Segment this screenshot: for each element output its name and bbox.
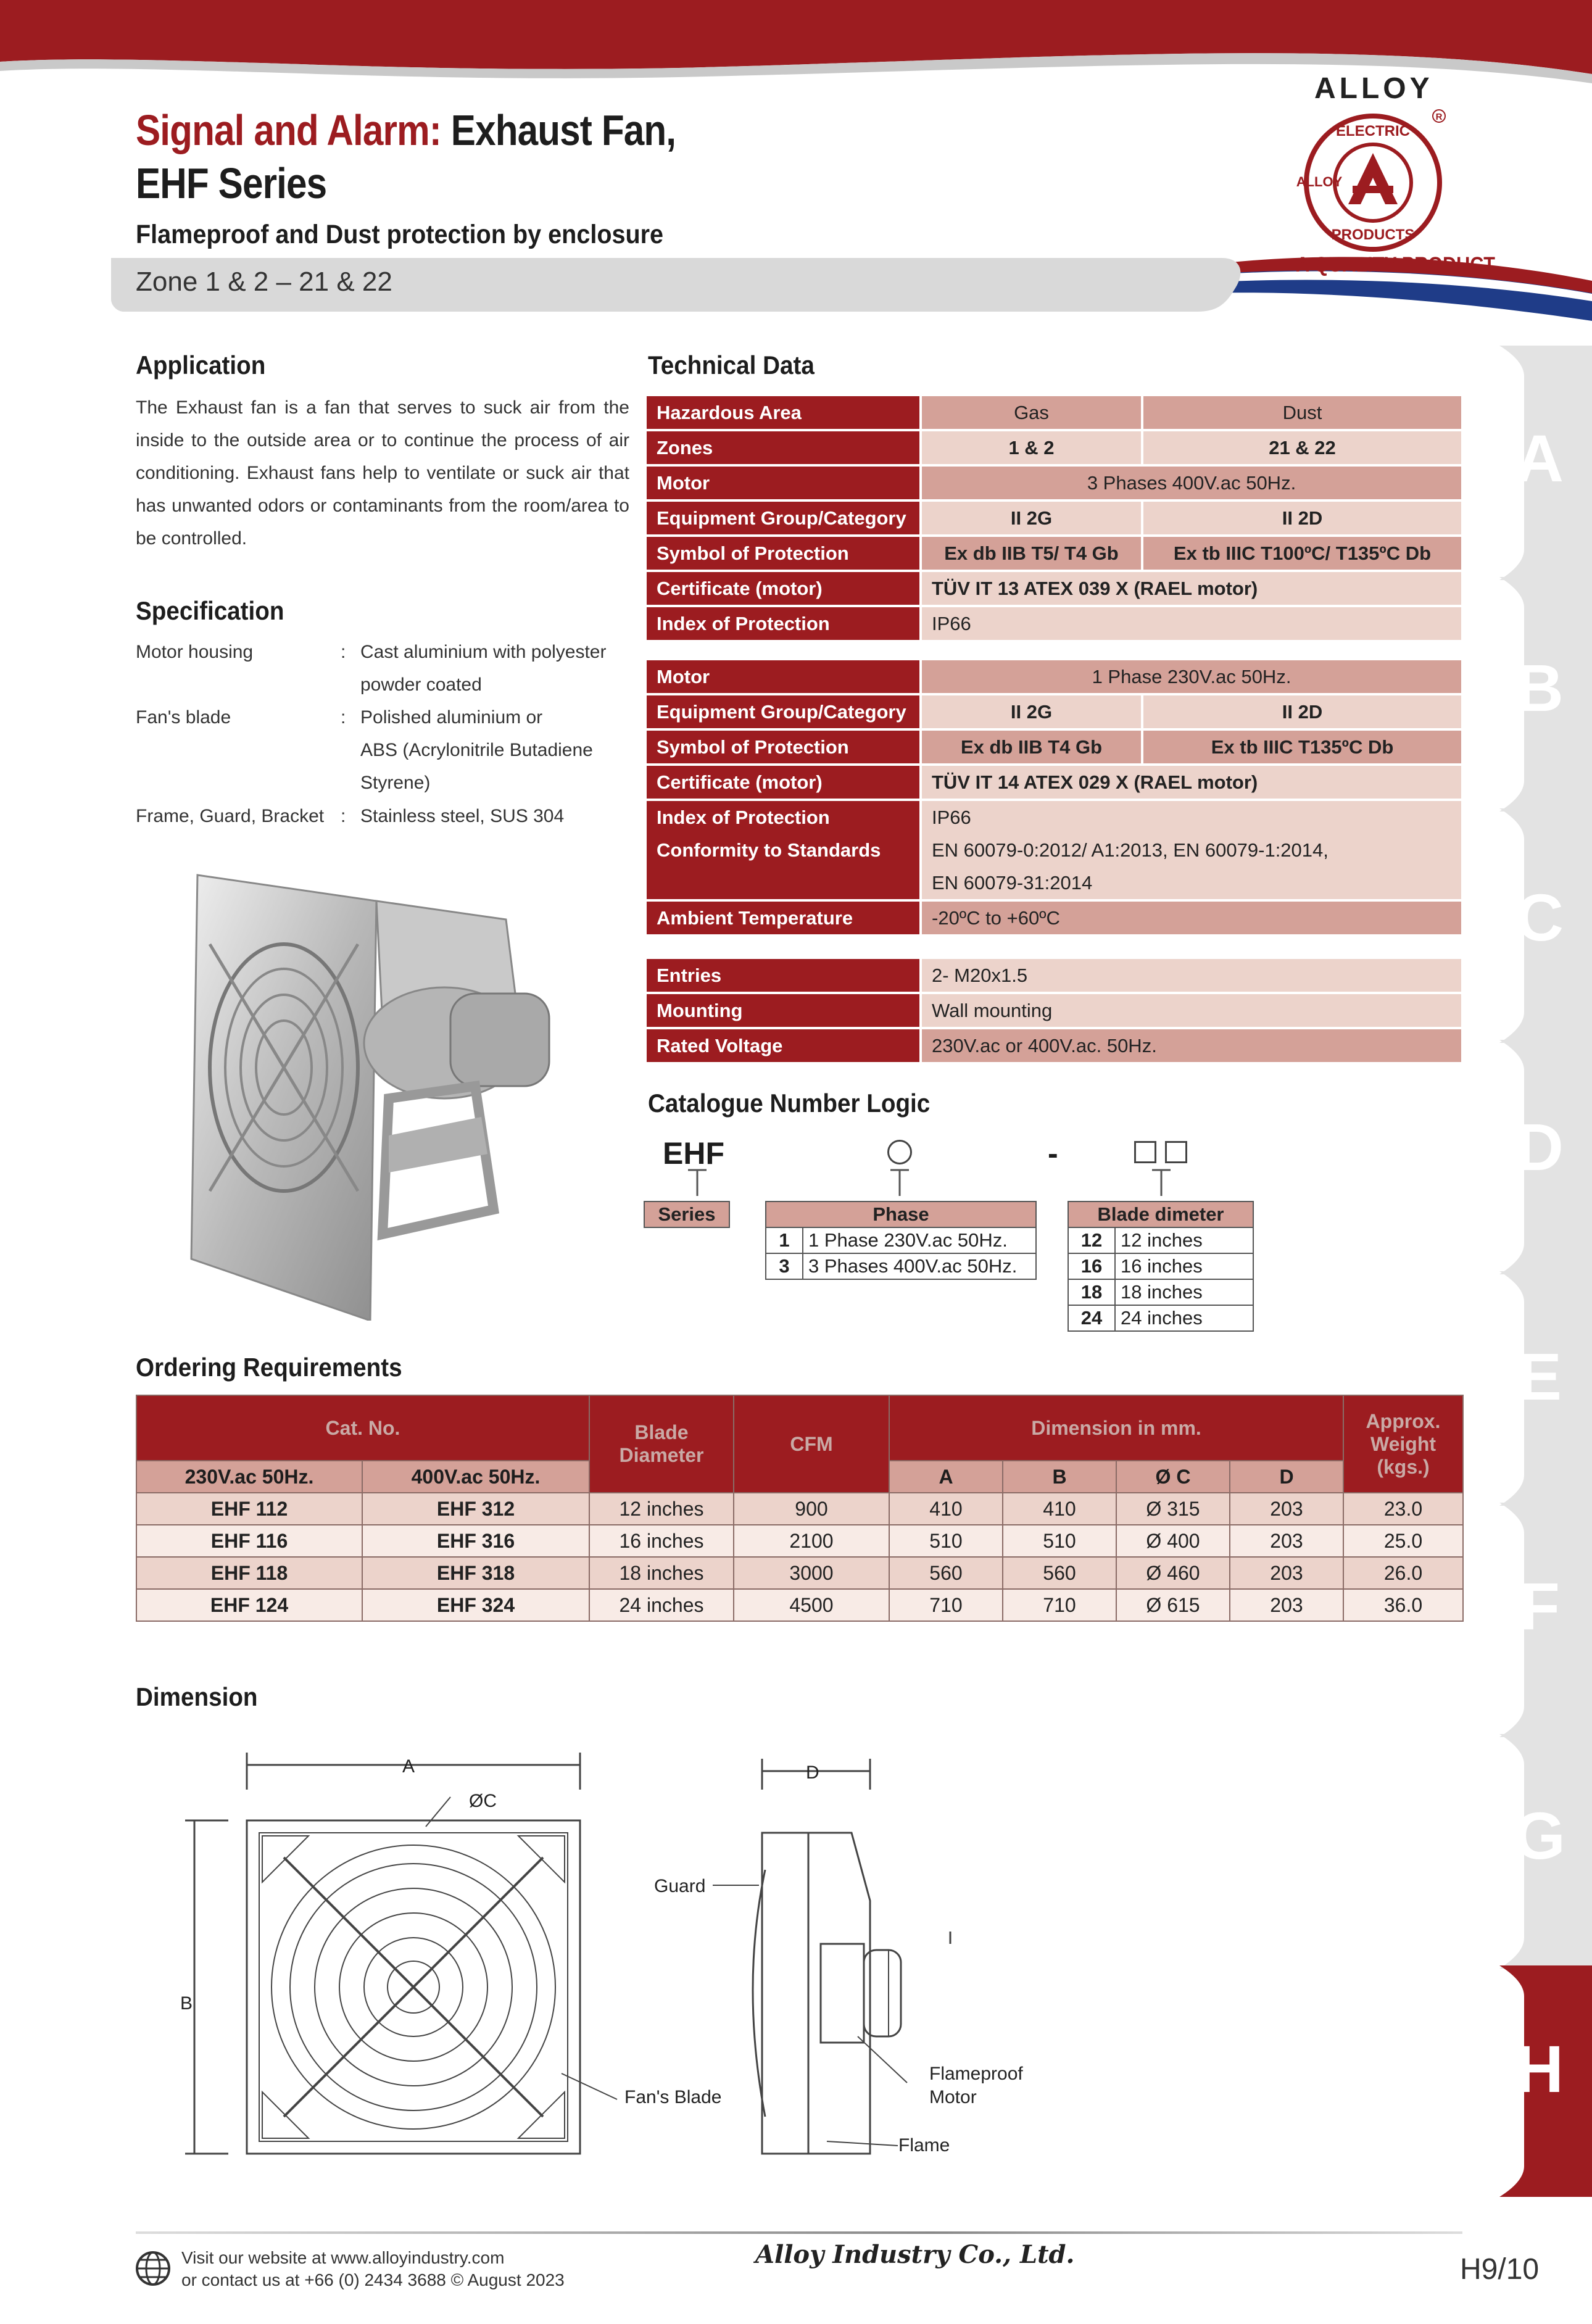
cell-d: 203 xyxy=(1230,1557,1343,1589)
dimension-label-c: ØC xyxy=(469,1791,497,1811)
table-row xyxy=(136,1525,1463,1557)
tab-c[interactable]: C xyxy=(1515,880,1564,955)
logo-wordmark: ALLOY xyxy=(1314,72,1433,105)
spec-value-fans-blade: Polished aluminium or xyxy=(360,707,543,728)
gas-cell: Ex db IIB T4 Gb xyxy=(922,731,1143,766)
spec-value-fans-blade-3: Styrene) xyxy=(360,773,431,793)
footer-divider xyxy=(136,2231,1462,2234)
gas-cell: 1 & 2 xyxy=(922,431,1143,467)
spec-value-frame: Stainless steel, SUS 304 xyxy=(360,806,565,826)
ordering-table xyxy=(136,1395,1464,1622)
cell-d: 203 xyxy=(1230,1589,1343,1621)
specification-heading: Specification xyxy=(136,596,284,625)
spec-value-motor-housing: Cast aluminium with polyester xyxy=(360,642,607,662)
row-label: Zones xyxy=(647,431,922,467)
catalogue-prefix: EHF xyxy=(663,1136,724,1171)
dust-cell: Dust xyxy=(1143,396,1464,431)
application-heading: Application xyxy=(136,351,266,380)
tab-e[interactable]: E xyxy=(1517,1339,1562,1414)
cell-a: 410 xyxy=(889,1493,1003,1525)
phase-table xyxy=(765,1201,1037,1280)
title-product: Exhaust Fan, xyxy=(441,106,676,154)
spec-label-frame: Frame, Guard, Bracket xyxy=(136,806,325,826)
cell-230: EHF 112 xyxy=(136,1493,362,1525)
table-row xyxy=(647,467,1464,502)
table-row xyxy=(1068,1305,1253,1331)
table-row xyxy=(647,660,1464,695)
gas-cell: II 2G xyxy=(922,695,1143,731)
phase-text: 1 Phase 230V.ac 50Hz. xyxy=(803,1227,1036,1253)
table-row xyxy=(136,1589,1463,1621)
tab-g[interactable]: G xyxy=(1513,1798,1565,1873)
table-row xyxy=(647,1029,1464,1064)
table-row xyxy=(647,801,1464,834)
row-label: Rated Voltage xyxy=(647,1029,922,1064)
label-flame: Flame xyxy=(898,2135,950,2156)
row-label: Index of Protection xyxy=(647,801,922,834)
row-label-blank xyxy=(647,866,922,902)
cell-blade: 18 inches xyxy=(589,1557,734,1589)
cell-b: 410 xyxy=(1003,1493,1116,1525)
dust-cell: Ex tb IIIC T100ºC/ T135ºC Db xyxy=(1143,537,1464,572)
cell-b: 560 xyxy=(1003,1557,1116,1589)
dust-cell: 21 & 22 xyxy=(1143,431,1464,467)
phase-text: 3 Phases 400V.ac 50Hz. xyxy=(803,1253,1036,1279)
cell-blade: 16 inches xyxy=(589,1525,734,1557)
table-row xyxy=(647,607,1464,642)
value-cell: EN 60079-0:2012/ A1:2013, EN 60079-1:2014, xyxy=(922,834,1464,866)
cell-b: 510 xyxy=(1003,1525,1116,1557)
value-cell: Wall mounting xyxy=(922,994,1464,1029)
tab-b[interactable]: B xyxy=(1515,650,1564,725)
series-table xyxy=(644,1201,730,1228)
table-row xyxy=(647,502,1464,537)
cell-c: Ø 400 xyxy=(1116,1525,1230,1557)
header-cfm: CFM xyxy=(734,1395,889,1493)
application-text: The Exhaust fan is a fan that serves to suck air from the inside to the outside area or to continue the process of air conditioning. Exhaust fans help to ventilate or suck air that has unwanted odors or contaminants from the room/area to be controlled. xyxy=(136,397,629,549)
svg-text:ELECTRIC: ELECTRIC xyxy=(1336,123,1410,139)
label-guard: Guard xyxy=(654,1876,706,1896)
page-title xyxy=(136,104,676,210)
cell-blade: 24 inches xyxy=(589,1589,734,1621)
row-label: Entries xyxy=(647,959,922,994)
table-row xyxy=(1068,1227,1253,1253)
footer-company: Alloy Industry Co., Ltd. xyxy=(755,2240,1075,2269)
dimension-drawing xyxy=(185,1746,987,2166)
table-row xyxy=(136,1493,1463,1525)
table-row xyxy=(647,431,1464,467)
row-label: Symbol of Protection xyxy=(647,537,922,572)
row-label: Equipment Group/Category xyxy=(647,695,922,731)
cell-a: 560 xyxy=(889,1557,1003,1589)
header-b: B xyxy=(1003,1461,1116,1493)
technical-table-3phase xyxy=(647,396,1464,642)
label-fans-blade: Fan's Blade xyxy=(624,2087,722,2107)
footer-contact: or contact us at +66 (0) 2434 3688 © August 2023 xyxy=(181,2270,565,2289)
row-label: Ambient Temperature xyxy=(647,902,922,937)
blade-code: 16 xyxy=(1068,1253,1115,1279)
header-weight: Approx. Weight (kgs.) xyxy=(1343,1395,1463,1493)
technical-table-1phase xyxy=(647,660,1464,937)
table-row xyxy=(647,731,1464,766)
row-label: Mounting xyxy=(647,994,922,1029)
blade-code: 24 xyxy=(1068,1305,1115,1331)
cell-b: 710 xyxy=(1003,1589,1116,1621)
cell-weight: 36.0 xyxy=(1343,1589,1463,1621)
row-label: Certificate (motor) xyxy=(647,766,922,801)
value-cell: 3 Phases 400V.ac 50Hz. xyxy=(922,467,1464,502)
cell-400: EHF 324 xyxy=(362,1589,589,1621)
table-row xyxy=(647,959,1464,994)
row-label: Index of Protection xyxy=(647,607,922,642)
cell-230: EHF 116 xyxy=(136,1525,362,1557)
value-cell: -20ºC to +60ºC xyxy=(922,902,1464,937)
cell-cfm: 2100 xyxy=(734,1525,889,1557)
table-row xyxy=(647,834,1464,866)
value-cell: 1 Phase 230V.ac 50Hz. xyxy=(922,660,1464,695)
blade-text: 16 inches xyxy=(1115,1253,1253,1279)
cell-weight: 26.0 xyxy=(1343,1557,1463,1589)
cell-d: 203 xyxy=(1230,1493,1343,1525)
table-row xyxy=(1068,1279,1253,1305)
cell-a: 510 xyxy=(889,1525,1003,1557)
catalogue-heading: Catalogue Number Logic xyxy=(648,1089,931,1118)
table-row xyxy=(647,994,1464,1029)
table-row xyxy=(647,572,1464,607)
title-category: Signal and Alarm: xyxy=(136,106,441,154)
header-c: Ø C xyxy=(1116,1461,1230,1493)
blade-digit-box-icon xyxy=(1165,1141,1187,1163)
svg-text:ALLOY: ALLOY xyxy=(1296,174,1343,189)
cell-230: EHF 124 xyxy=(136,1589,362,1621)
row-label: Motor xyxy=(647,467,922,502)
cell-400: EHF 316 xyxy=(362,1525,589,1557)
dimension-label-a: A xyxy=(402,1756,415,1777)
phase-placeholder-icon xyxy=(887,1140,912,1164)
blade-code: 18 xyxy=(1068,1279,1115,1305)
table-row xyxy=(647,695,1464,731)
spec-colon: : xyxy=(341,707,346,728)
svg-text:R: R xyxy=(1435,112,1443,122)
globe-icon xyxy=(135,2250,172,2287)
row-label: Conformity to Standards xyxy=(647,834,922,866)
header-dimension: Dimension in mm. xyxy=(889,1395,1343,1461)
label-motor: Motor xyxy=(929,2087,977,2107)
table-row xyxy=(647,766,1464,801)
table-row xyxy=(647,396,1464,431)
catalogue-dash: - xyxy=(1048,1136,1058,1171)
cell-400: EHF 312 xyxy=(362,1493,589,1525)
cell-230: EHF 118 xyxy=(136,1557,362,1589)
value-cell: 230V.ac or 400V.ac. 50Hz. xyxy=(922,1029,1464,1064)
value-cell: IP66 xyxy=(922,801,1464,834)
value-cell: TÜV IT 13 ATEX 039 X (RAEL motor) xyxy=(922,572,1464,607)
table-row xyxy=(647,537,1464,572)
header-230v: 230V.ac 50Hz. xyxy=(136,1461,362,1493)
blade-text: 18 inches xyxy=(1115,1279,1253,1305)
tab-h[interactable]: H xyxy=(1515,2031,1564,2106)
tab-d[interactable]: D xyxy=(1515,1110,1564,1184)
dust-cell: Ex tb IIIC T135ºC Db xyxy=(1143,731,1464,766)
logo-tagline: A QUALITY PRODUCT xyxy=(1296,253,1496,276)
cell-d: 203 xyxy=(1230,1525,1343,1557)
blade-code: 12 xyxy=(1068,1227,1115,1253)
header-cat-no: Cat. No. xyxy=(136,1395,589,1461)
technical-heading: Technical Data xyxy=(648,351,815,380)
phase-header: Phase xyxy=(766,1201,1036,1227)
header-400v: 400V.ac 50Hz. xyxy=(362,1461,589,1493)
row-label: Motor xyxy=(647,660,922,695)
cell-400: EHF 318 xyxy=(362,1557,589,1589)
table-row xyxy=(136,1557,1463,1589)
page-number: H9/10 xyxy=(1460,2253,1540,2286)
cell-weight: 23.0 xyxy=(1343,1493,1463,1525)
dimension-heading: Dimension xyxy=(136,1682,258,1711)
blade-text: 24 inches xyxy=(1115,1305,1253,1331)
cell-cfm: 900 xyxy=(734,1493,889,1525)
value-cell: 2- M20x1.5 xyxy=(922,959,1464,994)
cell-c: Ø 315 xyxy=(1116,1493,1230,1525)
dimension-label-b: B xyxy=(180,1993,193,2014)
row-label: Certificate (motor) xyxy=(647,572,922,607)
table-row xyxy=(766,1227,1036,1253)
zone-label: Zone 1 & 2 – 21 & 22 xyxy=(136,267,392,297)
spec-colon: : xyxy=(341,642,346,662)
gas-cell: II 2G xyxy=(922,502,1143,537)
value-cell: TÜV IT 14 ATEX 029 X (RAEL motor) xyxy=(922,766,1464,801)
gas-cell: Ex db IIB T5/ T4 Gb xyxy=(922,537,1143,572)
page-subtitle: Flameproof and Dust protection by enclosure xyxy=(136,220,664,249)
spec-colon: : xyxy=(341,806,346,826)
spec-label-fans-blade: Fan's blade xyxy=(136,707,231,728)
gas-cell: Gas xyxy=(922,396,1143,431)
spec-label-motor-housing: Motor housing xyxy=(136,642,254,662)
row-label: Hazardous Area xyxy=(647,396,922,431)
cell-blade: 12 inches xyxy=(589,1493,734,1525)
blade-text: 12 inches xyxy=(1115,1227,1253,1253)
row-label: Symbol of Protection xyxy=(647,731,922,766)
cell-cfm: 3000 xyxy=(734,1557,889,1589)
table-row xyxy=(1068,1253,1253,1279)
label-flameproof: Flameproof xyxy=(929,2064,1023,2084)
tab-f[interactable]: F xyxy=(1519,1569,1560,1643)
section-tabs xyxy=(1493,346,1592,2197)
product-photo xyxy=(185,864,605,1321)
table-row xyxy=(647,902,1464,937)
series-label: Series xyxy=(644,1201,729,1227)
phase-code: 3 xyxy=(766,1253,803,1279)
phase-code: 1 xyxy=(766,1227,803,1253)
header-blade: Blade Diameter xyxy=(589,1395,734,1493)
ordering-heading: Ordering Requirements xyxy=(136,1353,402,1382)
tab-a[interactable]: A xyxy=(1515,421,1564,496)
alloy-logo-icon xyxy=(1296,109,1456,257)
blade-header: Blade dimeter xyxy=(1068,1201,1253,1227)
cell-a: 710 xyxy=(889,1589,1003,1621)
value-cell: EN 60079-31:2014 xyxy=(922,866,1464,902)
cell-cfm: 4500 xyxy=(734,1589,889,1621)
header-a: A xyxy=(889,1461,1003,1493)
cell-c: Ø 460 xyxy=(1116,1557,1230,1589)
dust-cell: II 2D xyxy=(1143,502,1464,537)
row-label: Equipment Group/Category xyxy=(647,502,922,537)
header-d: D xyxy=(1230,1461,1343,1493)
dimension-label-d: D xyxy=(806,1762,819,1783)
spec-value-motor-housing-2: powder coated xyxy=(360,674,482,695)
svg-text:PRODUCTS: PRODUCTS xyxy=(1331,226,1415,243)
blade-digit-box-icon xyxy=(1134,1141,1156,1163)
blade-table xyxy=(1068,1201,1254,1332)
cell-weight: 25.0 xyxy=(1343,1525,1463,1557)
value-cell: IP66 xyxy=(922,607,1464,642)
title-series: EHF Series xyxy=(136,159,327,207)
table-row xyxy=(647,866,1464,902)
footer-website: Visit our website at www.alloyindustry.com xyxy=(181,2248,505,2267)
cell-c: Ø 615 xyxy=(1116,1589,1230,1621)
dust-cell: II 2D xyxy=(1143,695,1464,731)
spec-value-fans-blade-2: ABS (Acrylonitrile Butadiene xyxy=(360,740,593,760)
technical-table-general xyxy=(647,959,1464,1064)
table-row xyxy=(766,1253,1036,1279)
